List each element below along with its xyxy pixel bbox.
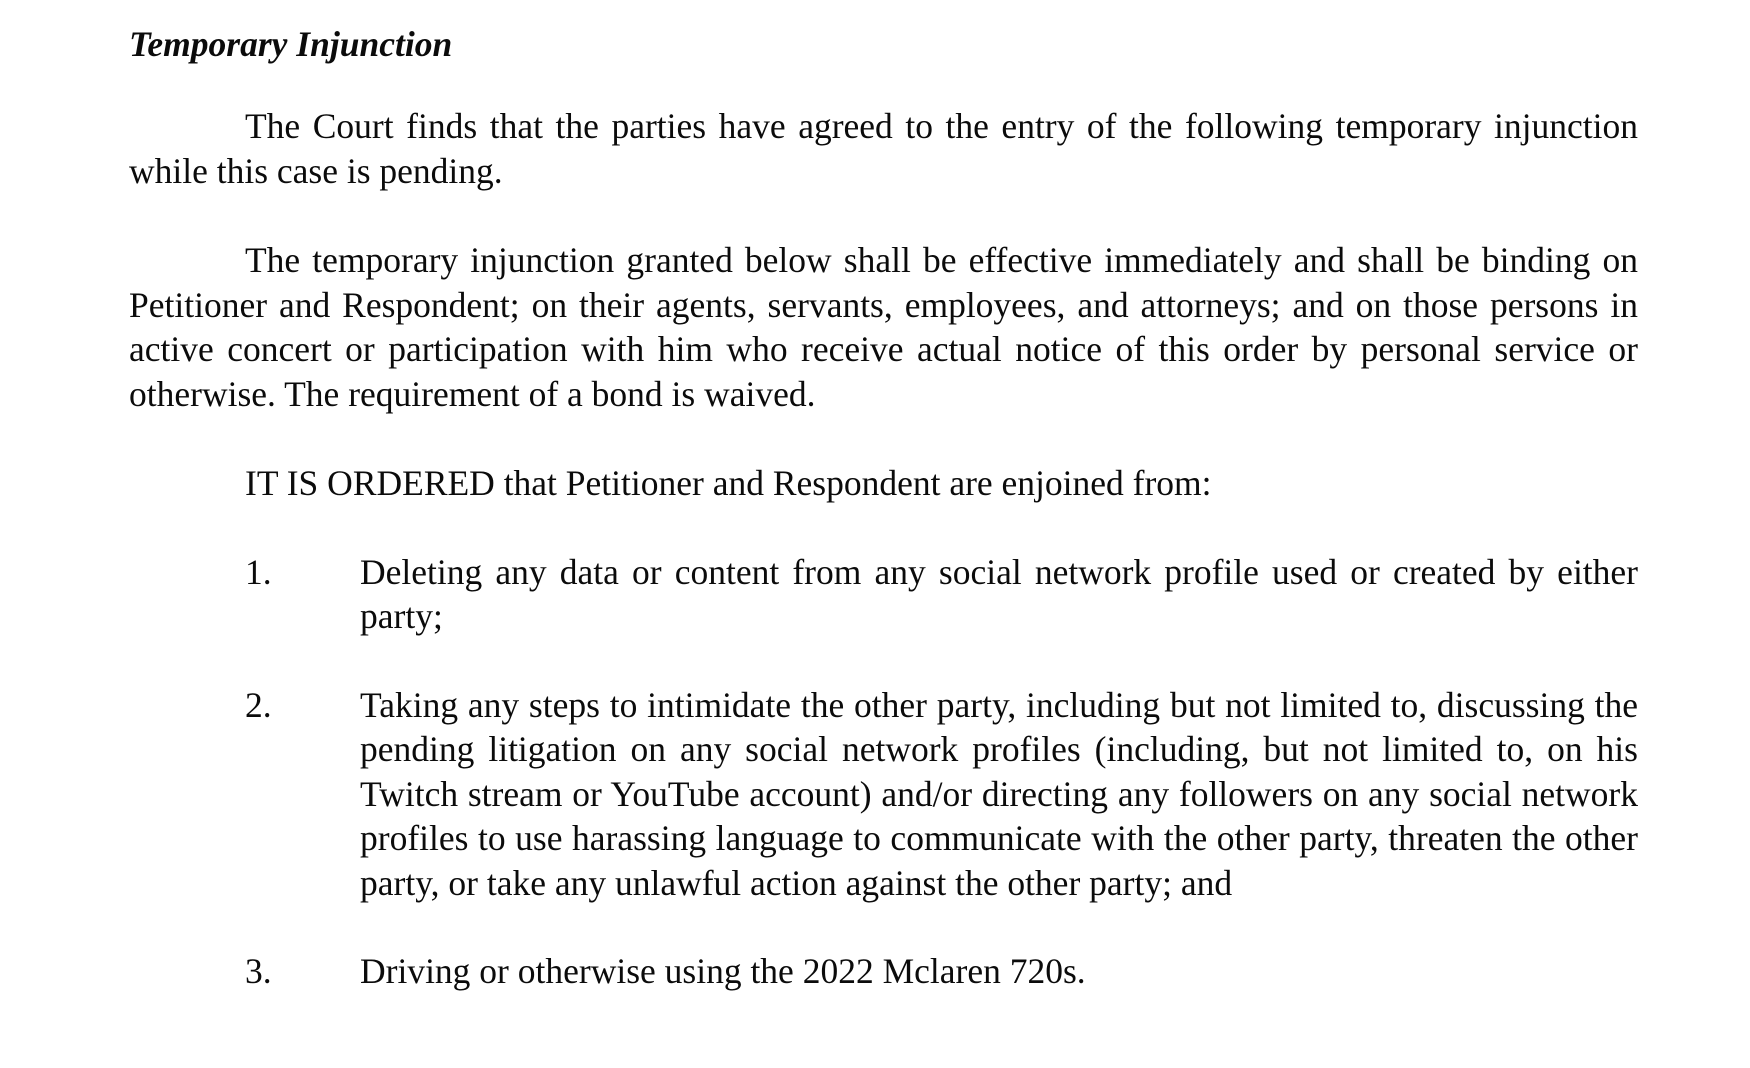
paragraph-binding: The temporary injunction granted below shall be effective immediately and shall be binding on Petitioner and Respondent; on their agents, servants, employees, and attorneys; and on those persons in active concert or participation with him who receive actual notice of this order by personal service or otherwise. The requirement of a bond is waived.	[129, 240, 1638, 414]
list-item	[129, 683, 1638, 906]
order-intro: IT IS ORDERED that Petitioner and Respondent are enjoined from:	[245, 463, 1212, 503]
list-item-text: Taking any steps to intimidate the other party, including but not limited to, discussing the pending litigation on any social network profiles (including, but not limited to, on his Twitch stream or YouTube account) and/or directing any followers on any social network profiles to use harassing language to communicate with the other party, threaten the other party, or take any unlawful action against the other party; and	[360, 684, 1638, 903]
list-item-number: 1.	[245, 551, 272, 592]
paragraph-agreement: The Court finds that the parties have agreed to the entry of the following temporary injunction while this case is pending.	[129, 106, 1638, 191]
document-page	[129, 22, 1638, 1038]
list-item-text: Driving or otherwise using the 2022 Mclaren 720s.	[360, 951, 1086, 991]
injunction-list	[129, 550, 1638, 994]
list-item	[129, 949, 1638, 994]
list-item-number: 3.	[245, 951, 272, 991]
list-item-text: Deleting any data or content from any social network profile used or created by either party;	[360, 551, 1638, 636]
list-item-number: 2.	[245, 684, 272, 725]
list-item	[129, 550, 1638, 639]
section-heading: Temporary Injunction	[129, 24, 453, 64]
